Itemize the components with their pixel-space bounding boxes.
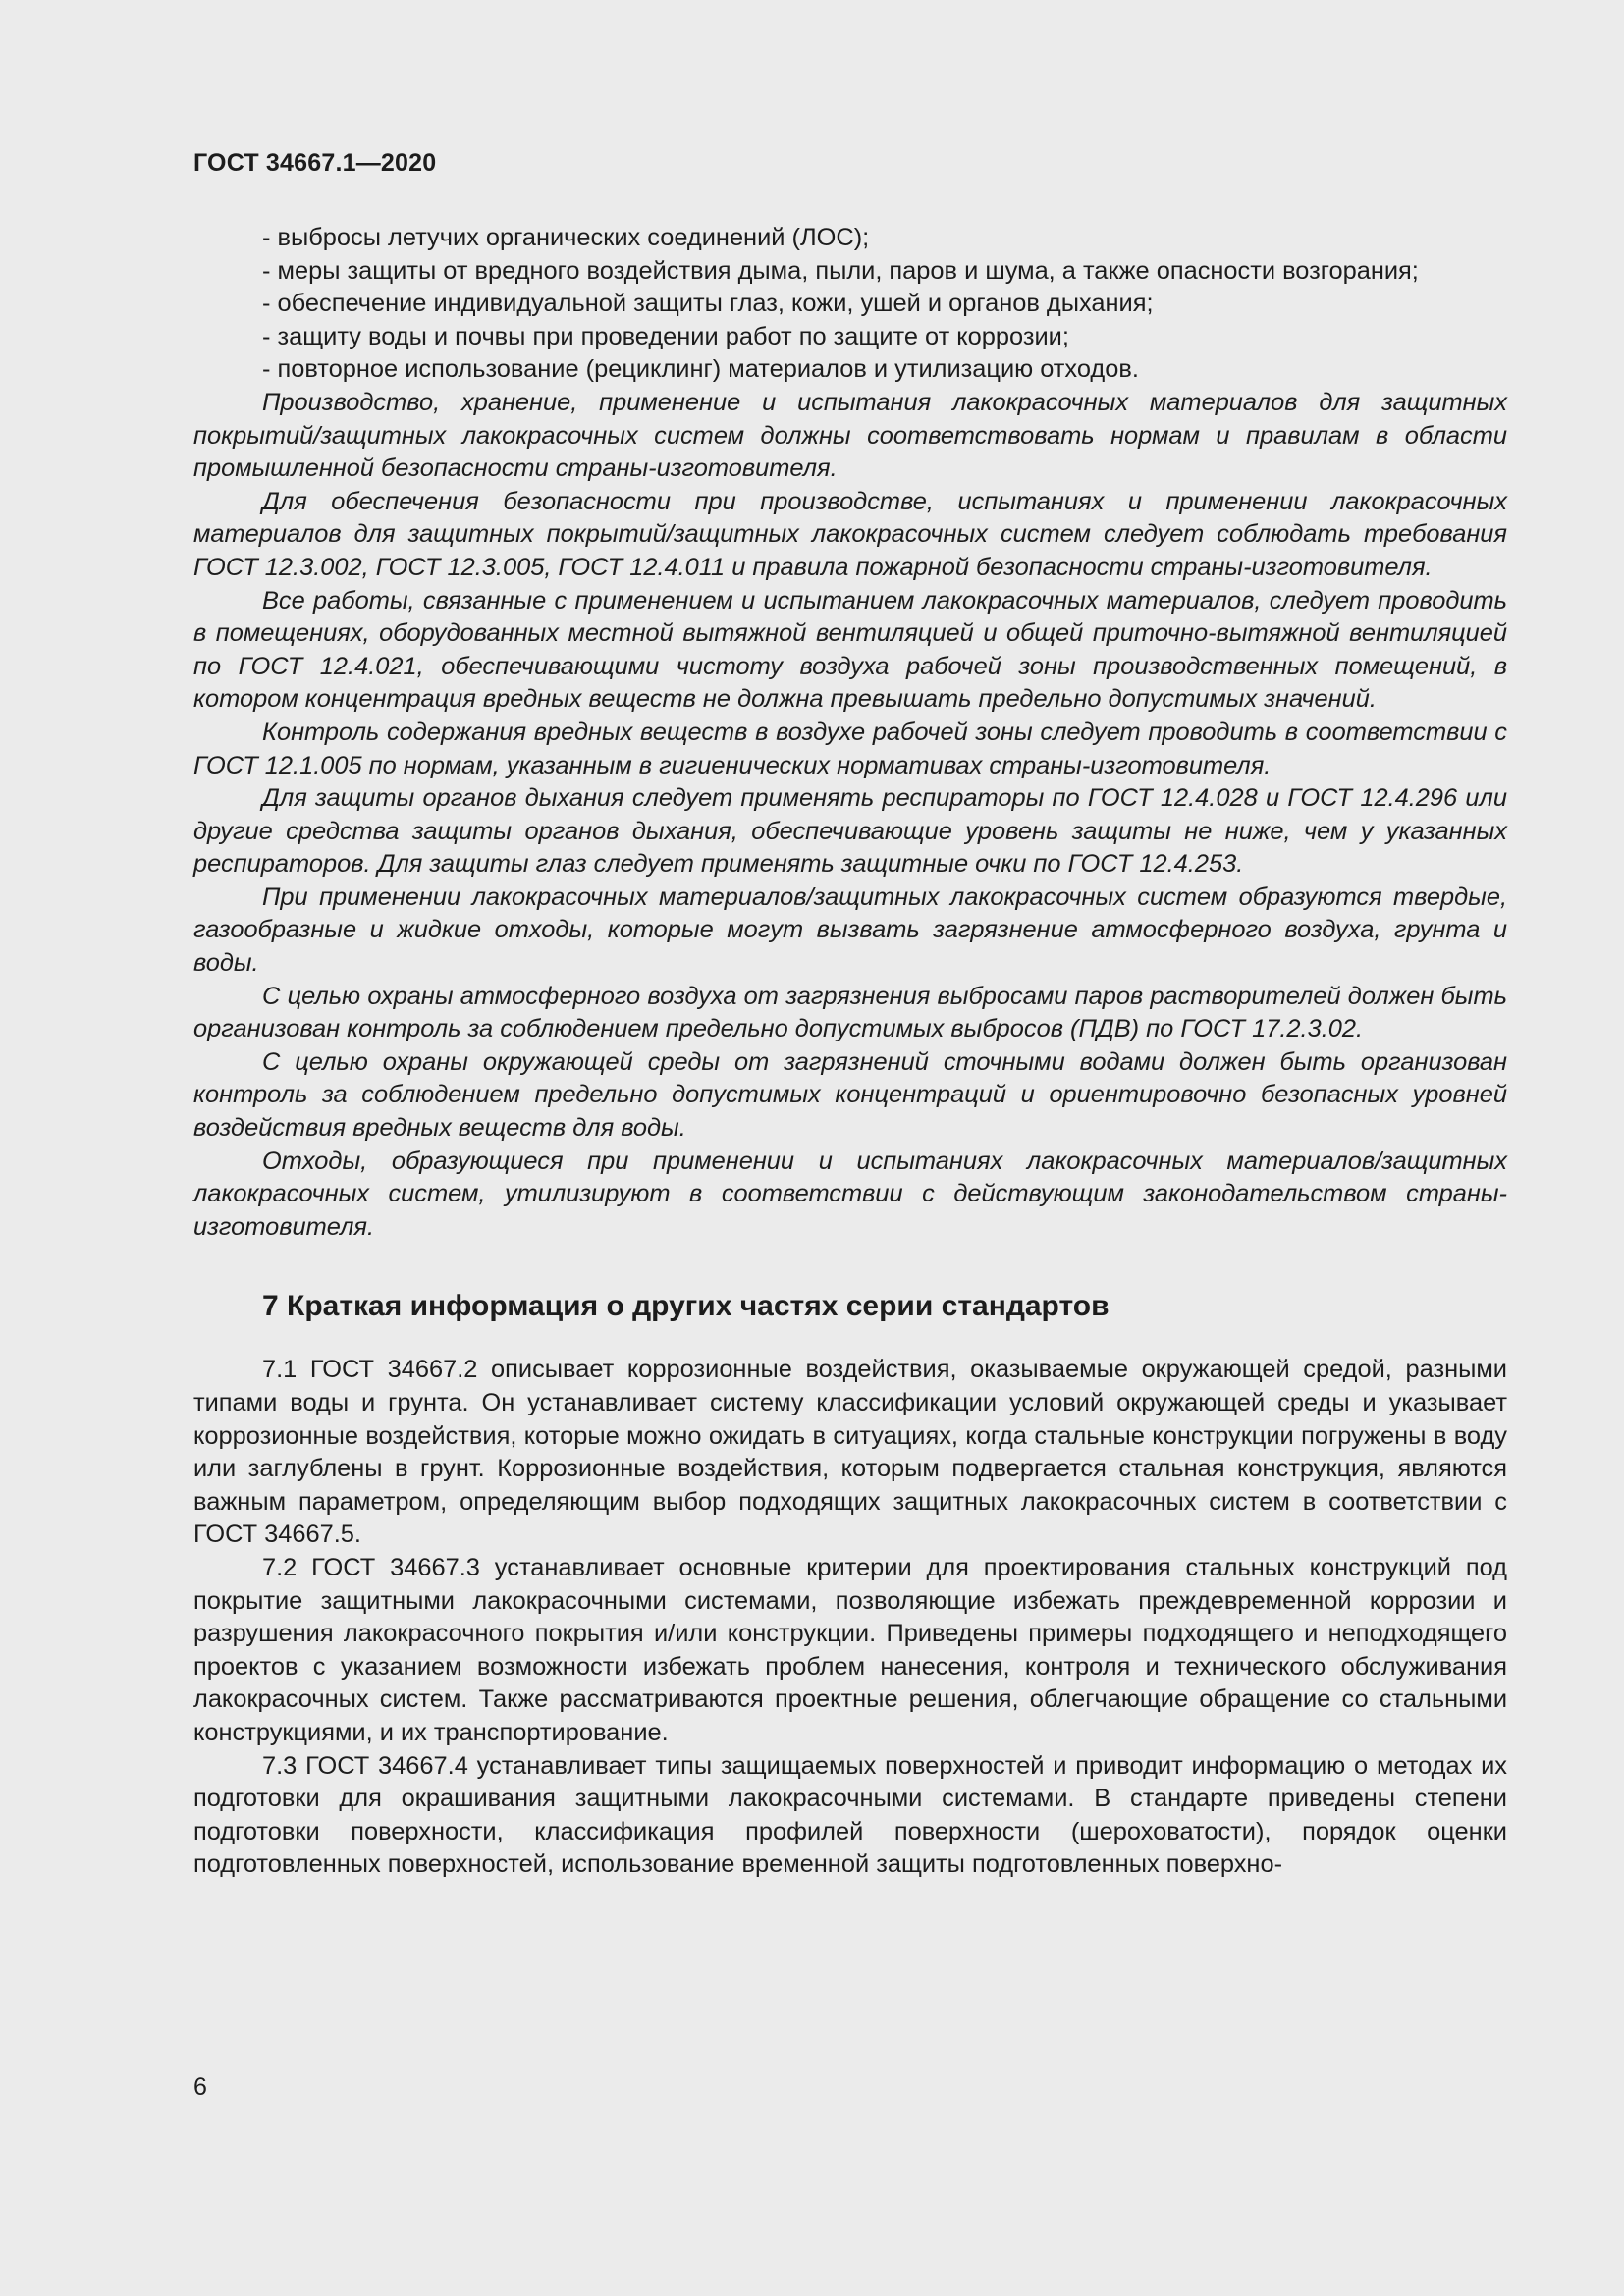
list-item: - меры защиты от вредного воздействия дыма, пыли, паров и шума, а также опасности возгорания; — [262, 256, 1419, 285]
section-paragraph: 7.2 ГОСТ 34667.3 устанавливает основные критерии для проектирования стальных конструкций под покрытие защитными лакокрасочными системами, позволяющие избежать преждевременной коррозии и разрушения лакокрасочного покрытия и/или конструкции. Приведены примеры подходящего и неподходящего проектов с указанием возможности избежать проблем нанесения, контроля и технического обслуживания лакокрасочных систем. Также рассматриваются проектные решения, облегчающие обращение со стальными конструкциями, и их транспортирование. — [193, 1553, 1507, 1746]
list-item: - повторное использование (рециклинг) материалов и утилизацию отходов. — [262, 355, 1139, 384]
document-code-header: ГОСТ 34667.1—2020 — [193, 149, 437, 177]
safety-paragraph: Контроль содержания вредных веществ в воздухе рабочей зоны следует проводить в соответствии с ГОСТ 12.1.005 по нормам, указанным в гигиенических нормативах страны-изготовителя. — [193, 718, 1507, 779]
safety-paragraph: С целью охраны атмосферного воздуха от загрязнения выбросами паров растворителей должен быть организован контроль за соблюдением предельно допустимых выбросов (ПДВ) по ГОСТ 17.2.3.02. — [193, 982, 1507, 1043]
section-paragraph: 7.3 ГОСТ 34667.4 устанавливает типы защищаемых поверхностей и приводит информацию о методах их подготовки для окрашивания защитными лакокрасочными системами. В стандарте приведены степени подготовки поверхности, классификация профилей поверхности (шероховатости), порядок оценки подготовленных поверхностей, использование временной защиты подготовленных поверхно- — [193, 1751, 1507, 1879]
safety-paragraph: Для обеспечения безопасности при производстве, испытаниях и применении лакокрасочных материалов для защитных покрытий/защитных лакокрасочных систем следует соблюдать требования ГОСТ 12.3.002, ГОСТ 12.3.005, ГОСТ 12.4.011 и правила пожарной безопасности страны-изготовителя. — [193, 487, 1507, 581]
safety-paragraph: Производство, хранение, применение и испытания лакокрасочных материалов для защитных покрытий/защитных лакокрасочных систем должны соответствовать нормам и правилам в области промышленной безопасности страны-изготовителя. — [193, 388, 1507, 483]
list-item: - выбросы летучих органических соединений (ЛОС); — [262, 224, 870, 251]
safety-paragraph: С целью охраны окружающей среды от загрязнений сточными водами должен быть организован контроль за соблюдением предельно допустимых концентраций и ориентировочно безопасных уровней воздействия вредных веществ для воды. — [193, 1047, 1507, 1143]
safety-paragraph: Для защиты органов дыхания следует применять респираторы по ГОСТ 12.4.028 и ГОСТ 12.4.296 или другие средства защиты органов дыхания, обеспечивающие уровень защиты не ниже, чем у указанных респираторов. Для защиты глаз следует применять защитные очки по ГОСТ 12.4.253. — [193, 784, 1507, 879]
safety-paragraph: При применении лакокрасочных материалов/защитных лакокрасочных систем образуются твердые, газообразные и жидкие отходы, которые могут вызвать загрязнение атмосферного воздуха, грунта и воды. — [193, 882, 1507, 978]
page-content — [193, 222, 1507, 1882]
safety-paragraph: Отходы, образующиеся при применении и испытаниях лакокрасочных материалов/защитных лакокрасочных систем, утилизируют в соответствии с действующим законодательством страны-изготовителя. — [193, 1147, 1507, 1241]
page-number: 6 — [193, 2073, 207, 2101]
list-item: - обеспечение индивидуальной защиты глаз, кожи, ушей и органов дыхания; — [262, 290, 1154, 318]
section-title: 7 Краткая информация о других частях серии стандартов — [262, 1290, 1110, 1323]
list-item: - защиту воды и почвы при проведении работ по защите от коррозии; — [262, 322, 1069, 350]
safety-paragraph: Все работы, связанные с применением и испытанием лакокрасочных материалов, следует проводить в помещениях, оборудованных местной вытяжной вентиляцией и общей приточно-вытяжной вентиляцией по ГОСТ 12.4.021, обеспечивающими чистоту воздуха рабочей зоны производственных помещений, в котором концентрация вредных веществ не должна превышать предельно допустимых значений. — [193, 586, 1507, 714]
section-paragraph: 7.1 ГОСТ 34667.2 описывает коррозионные воздействия, оказываемые окружающей средой, разными типами воды и грунта. Он устанавливает систему классификации условий окружающей среды и указывает коррозионные воздействия, которые можно ожидать в ситуациях, когда стальные конструкции погружены в воду или заглублены в грунт. Коррозионные воздействия, которым подвергается стальная конструкция, являются важным параметром, определяющим выбор подходящих защитных лакокрасочных систем в соответствии с ГОСТ 34667.5. — [193, 1356, 1507, 1549]
